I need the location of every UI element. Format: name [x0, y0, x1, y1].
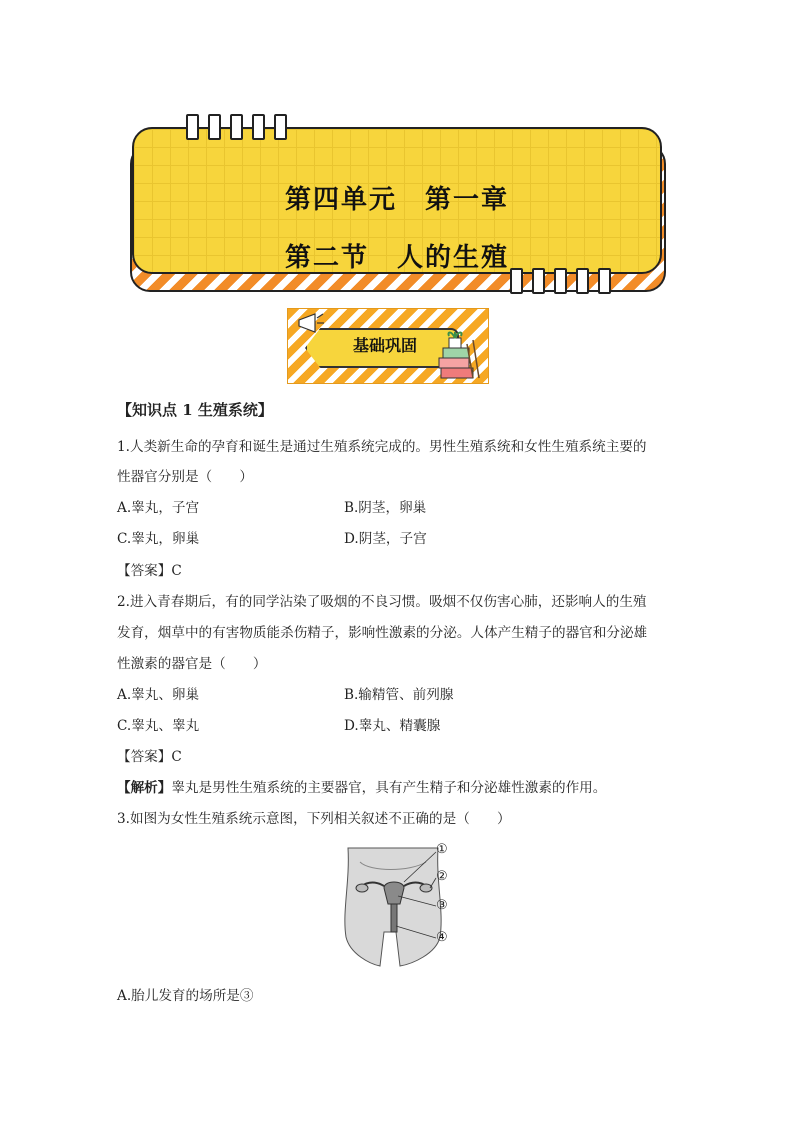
q1-stem-line1: 1.人类新生命的孕育和诞生是通过生殖系统完成的。男性生殖系统和女性生殖系统主要的 [117, 439, 647, 455]
q2-answer: 【答案】C [117, 749, 182, 765]
analysis-text: 睾丸是男性生殖系统的主要器官，具有产生精子和分泌雄性激素的作用。 [171, 780, 607, 796]
figure-label-2: ② [436, 869, 448, 884]
section-badge [287, 308, 505, 382]
figure-label-4: ④ [436, 930, 448, 945]
q1-answer: 【答案】C [117, 563, 182, 579]
q3-stem: 3.如图为女性生殖系统示意图，下列相关叙述不正确的是（ ） [117, 811, 511, 827]
banner-title-line1: 第四单元 第一章 [284, 185, 509, 215]
banner-title-line2: 第二节 人的生殖 [284, 243, 509, 273]
binder-rings-bottom [510, 268, 611, 294]
q1-option-c: C.睾丸，卵巢 [117, 531, 200, 547]
binder-rings-top [186, 114, 287, 140]
q2-stem-line1: 2.进入青春期后，有的同学沾染了吸烟的不良习惯。吸烟不仅伤害心肺，还影响人的生殖 [117, 594, 647, 610]
q3-option-a: A.胎儿发育的场所是③ [117, 988, 254, 1004]
female-reproductive-system-figure [340, 842, 460, 968]
banner-panel [132, 127, 662, 274]
q1-option-b: B.阴茎，卵巢 [344, 500, 427, 516]
q2-stem-line3: 性激素的器官是（ ） [117, 656, 267, 672]
q2-analysis [117, 778, 606, 798]
q2-option-a: A.睾丸、卵巢 [117, 687, 200, 703]
figure-label-3: ③ [436, 898, 448, 913]
q1-option-d: D.阴茎，子宫 [344, 531, 427, 547]
figure-label-1: ① [436, 842, 448, 857]
q2-option-b: B.输精管、前列腺 [344, 687, 454, 703]
badge-label: 基础巩固 [352, 336, 417, 355]
q1-stem-line2: 性器官分别是（ ） [117, 469, 253, 485]
chapter-banner [130, 122, 664, 292]
q2-option-d: D.睾丸、精囊腺 [344, 718, 441, 734]
knowledge-point-heading: 【知识点 1 生殖系统】 [117, 401, 273, 419]
q2-stem-line2: 发育，烟草中的有害物质能杀伤精子，影响性激素的分泌。人体产生精子的器官和分泌雄 [117, 625, 648, 641]
q2-option-c: C.睾丸、睾丸 [117, 718, 200, 734]
q1-option-a: A.睾丸，子宫 [117, 500, 200, 516]
books-plant-icon [437, 330, 483, 380]
analysis-label: 【解析】 [117, 780, 172, 796]
